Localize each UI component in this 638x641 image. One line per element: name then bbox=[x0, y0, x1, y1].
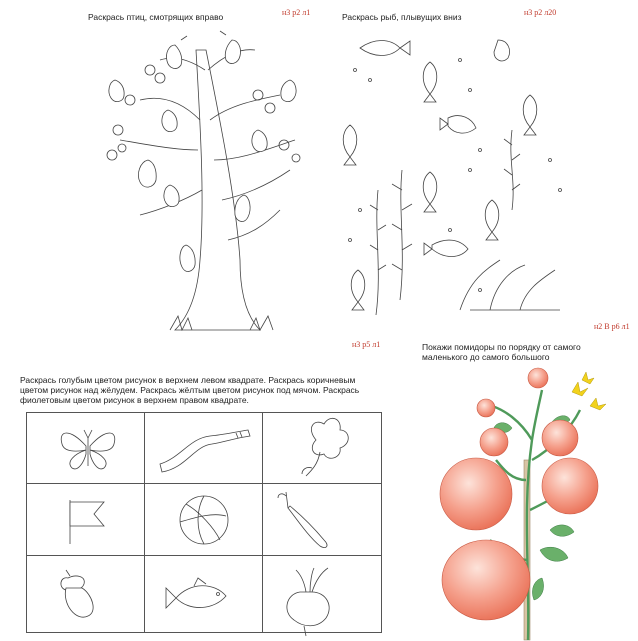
tomato-medium-left bbox=[480, 428, 508, 456]
tomato-largest bbox=[442, 540, 530, 620]
fish-code: н3 р2 л20 bbox=[524, 8, 557, 17]
tomatoes-code: н2 В р6 л1 bbox=[594, 322, 630, 331]
grid-code: н3 р5 л1 bbox=[352, 340, 381, 349]
ball-icon bbox=[180, 496, 228, 544]
turnip-icon bbox=[287, 568, 329, 636]
flag-icon bbox=[70, 500, 104, 544]
birds-instruction: Раскрась птиц, смотрящих вправо bbox=[88, 12, 224, 22]
panel-grid bbox=[0, 340, 400, 641]
birds-code: н3 р2 л1 bbox=[282, 8, 311, 17]
tomatoes-instruction: Покажи помидоры по порядку от самого маленького до самого большого bbox=[422, 342, 581, 363]
tomato-plant bbox=[400, 310, 638, 641]
acorn-icon bbox=[61, 570, 93, 617]
tomatoes bbox=[440, 368, 598, 620]
flower-icon bbox=[302, 418, 348, 476]
tomato-small bbox=[528, 368, 548, 388]
fish-group bbox=[343, 40, 537, 310]
flower-clusters bbox=[107, 65, 300, 162]
fish-icon bbox=[166, 578, 226, 608]
panel-birds bbox=[0, 0, 320, 340]
fish-instruction: Раскрась рыб, плывущих вниз bbox=[342, 12, 462, 22]
pea-pod-icon bbox=[278, 492, 327, 548]
butterfly-icon bbox=[61, 430, 115, 469]
grid-instruction: Раскрась голубым цветом рисунок в верхнем левом квадрате. Раскрась коричневым цветом рисунок над жёлудем. Раскрась жёлтым цветом рисунок под мячом. Раскрась фиолетовым цветом рисунок в верхнем правом квадрате. bbox=[20, 375, 360, 405]
tomato-large-left bbox=[440, 458, 512, 530]
fish-illustration bbox=[320, 0, 638, 340]
tomato-tiny bbox=[477, 399, 495, 417]
panel-tomatoes bbox=[400, 310, 638, 641]
panel-fish bbox=[320, 0, 638, 340]
grid-drawings bbox=[0, 340, 400, 641]
tomato-medium-right bbox=[542, 420, 578, 456]
tomato-flowers bbox=[572, 372, 606, 410]
tomato-large-right bbox=[542, 458, 598, 514]
bird-group bbox=[109, 31, 296, 271]
tree-illustration bbox=[0, 0, 320, 340]
worm-icon bbox=[160, 430, 250, 472]
